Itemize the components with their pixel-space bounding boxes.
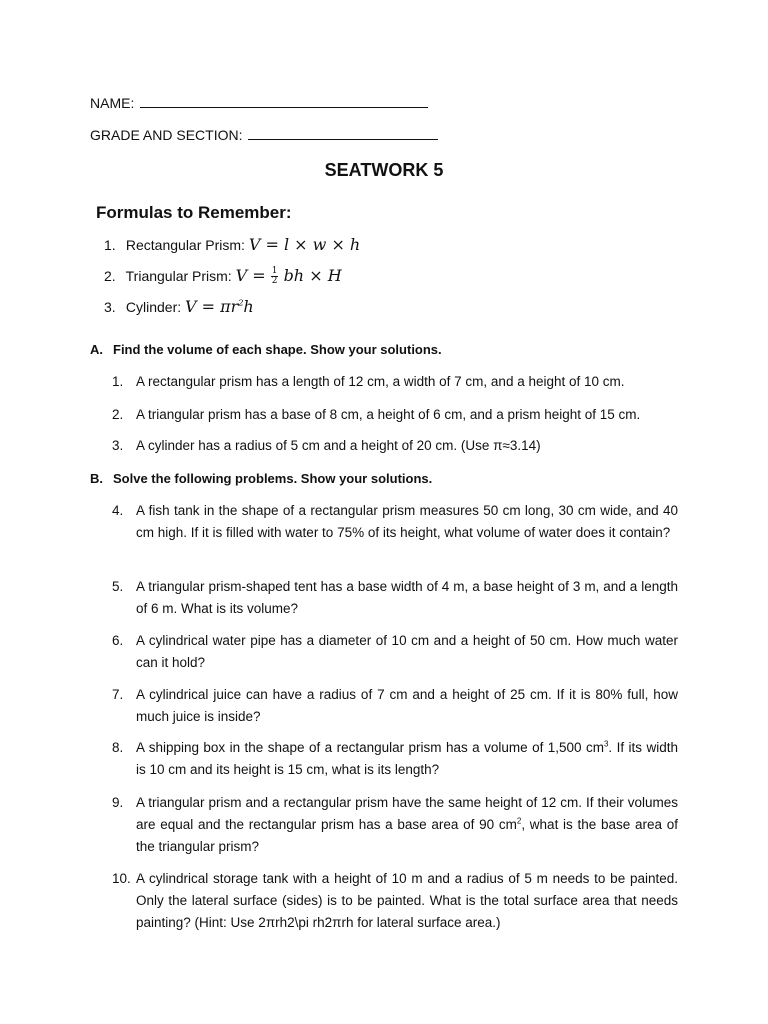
grade-section-label: GRADE AND SECTION:	[90, 127, 243, 143]
question-item: 9. A triangular prism and a rectangular prism have the same height of 12 cm. If their volumes are equal and the rectangular prism has a base area of 90 $cm^2$, what is the base area of the triangular prism?	[112, 795, 678, 854]
formula-label: Rectangular Prism:	[125, 237, 245, 253]
name-label: NAME:	[90, 95, 135, 111]
one-half-fraction: $\frac{1}{2}$	[271, 266, 278, 286]
formulas-box	[96, 203, 361, 316]
question-item: 3. A cylinder has a radius of 5 cm and a height of 20 cm. (Use π≈3.14)	[112, 438, 541, 453]
grade-section-field	[90, 127, 438, 143]
page-title: SEATWORK 5	[324, 160, 444, 180]
grade-section-blank-line	[248, 127, 438, 140]
formula-math: $V = \pi r^2h$	[185, 297, 254, 316]
question-item: 7. A cylindrical juice can have a radius of 7 cm and a height of 25 cm. If it is 80% full, how much juice is inside?	[112, 687, 678, 724]
formula-rectangular-prism: 1. Rectangular Prism: V = l × w × h	[104, 235, 361, 254]
question-item: 5. A triangular prism-shaped tent has a base width of 4 m, a base height of 3 m, and a length of 6 m. What is its volume?	[112, 579, 678, 616]
name-blank-line	[140, 95, 428, 108]
question-item: 6. A cylindrical water pipe has a diameter of 10 cm and a height of 50 cm. How much water can it hold?	[112, 633, 678, 670]
formula-cylinder: 3. Cylinder: $V = \pi r^2h$	[104, 297, 254, 316]
formula-triangular-prism: 2. Triangular Prism: V = $\frac{1}{2}$ bh × H	[104, 266, 342, 286]
question-item: 8. A shipping box in the shape of a rectangular prism has a volume of 1,500 $cm^3$. If its width is 10 cm and its height is 15 cm, what is its length?	[112, 739, 678, 777]
question-item: 1. A rectangular prism has a length of 12 cm, a width of 7 cm, and a height of 10 cm.	[112, 374, 625, 389]
question-item: 10. A cylindrical storage tank with a height of 10 m and a radius of 5 m needs to be painted. Only the lateral surface (sides) is to be painted. What is the total surface area that needs painting? (Hint: Use 2πrh2\pi rh2πrh for lateral surface area.)	[112, 871, 678, 930]
name-field	[90, 95, 428, 111]
formulas-heading: Formulas to Remember:	[96, 203, 292, 222]
formula-math: V = l × w × h	[248, 235, 361, 254]
section-b-heading: B. Solve the following problems. Show your solutions.	[90, 471, 433, 486]
formula-math: V = $\frac{1}{2}$ bh × H	[235, 266, 342, 286]
formula-label: Triangular Prism:	[125, 268, 232, 284]
formula-label: Cylinder:	[125, 299, 182, 315]
question-item: 2. A triangular prism has a base of 8 cm, a height of 6 cm, and a prism height of 15 cm.	[112, 407, 641, 422]
question-item: 4. A fish tank in the shape of a rectangular prism measures 50 cm long, 30 cm wide, and 40 cm high. If it is filled with water to 75% of its height, what volume of water does it contain?	[112, 503, 678, 540]
section-a-heading: A. Find the volume of each shape. Show your solutions.	[90, 342, 442, 357]
